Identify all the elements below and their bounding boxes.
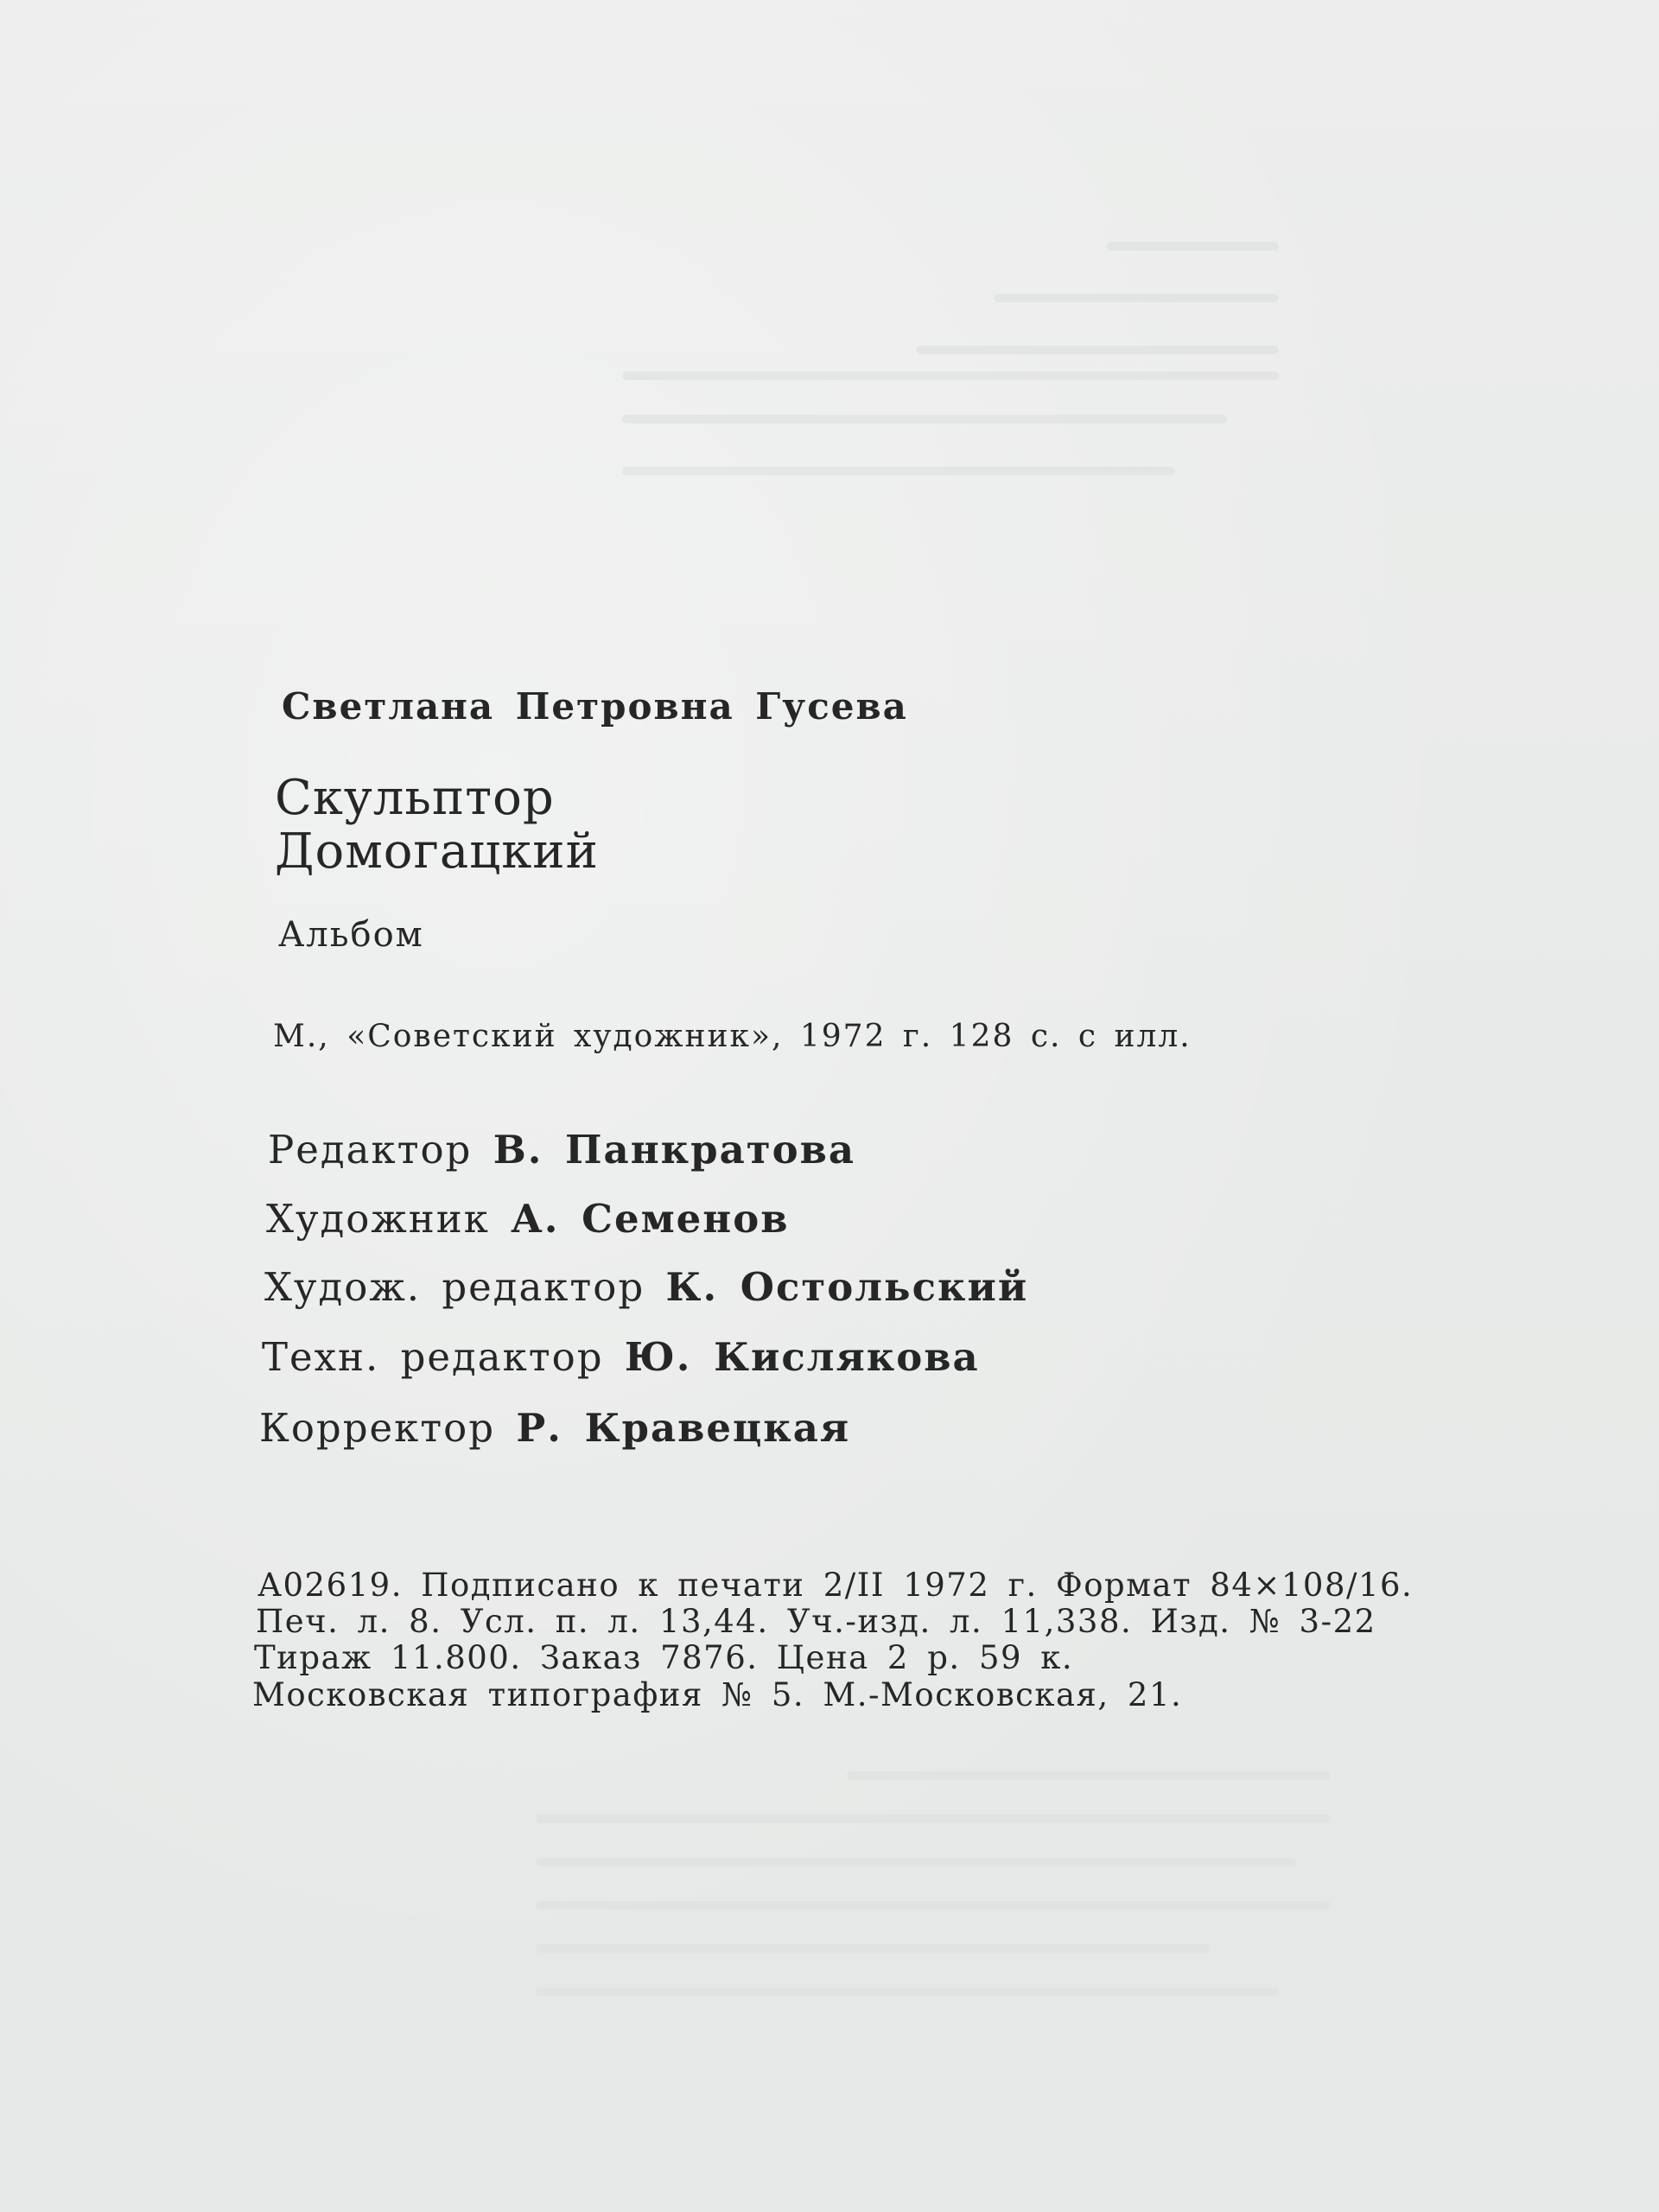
- credit-person: Р. Кравецкая: [516, 1405, 851, 1451]
- credit-role: Корректор: [259, 1405, 496, 1451]
- credit-role: Художник: [266, 1196, 490, 1242]
- credit-artist: [266, 1196, 790, 1242]
- technical-line-sheets: Печ. л. 8. Усл. п. л. 13,44. Уч.-изд. л. 11,338. Изд. № 3-22: [256, 1603, 1376, 1640]
- book-title-line-1: Скульптор: [275, 770, 555, 826]
- credit-role: Худож. редактор: [264, 1264, 645, 1310]
- credit-art-editor: [264, 1264, 1029, 1310]
- publication-imprint: М., «Советский художник», 1972 г. 128 с. с илл.: [273, 1019, 1192, 1054]
- credit-person: Ю. Кислякова: [624, 1334, 980, 1380]
- credit-person: А. Семенов: [511, 1196, 790, 1242]
- technical-line-print-run: Тираж 11.800. Заказ 7876. Цена 2 р. 59 к.: [254, 1639, 1074, 1676]
- credit-person: К. Остольский: [665, 1264, 1029, 1310]
- book-subtitle: Альбом: [278, 915, 424, 955]
- credit-editor: [268, 1127, 856, 1173]
- credit-technical-editor: [262, 1334, 980, 1380]
- technical-line-signed: А02619. Подписано к печати 2/II 1972 г. Формат 84×108/16.: [257, 1567, 1414, 1604]
- book-title-line-2: Домогацкий: [275, 823, 599, 880]
- author-name: Светлана Петровна Гусева: [282, 685, 908, 728]
- credit-role: Техн. редактор: [262, 1334, 604, 1380]
- technical-line-printing-house: Московская типография № 5. М.-Московская, 21.: [252, 1676, 1183, 1713]
- credit-role: Редактор: [268, 1127, 473, 1173]
- credit-person: В. Панкратова: [493, 1127, 856, 1173]
- credit-proofreader: [259, 1405, 851, 1451]
